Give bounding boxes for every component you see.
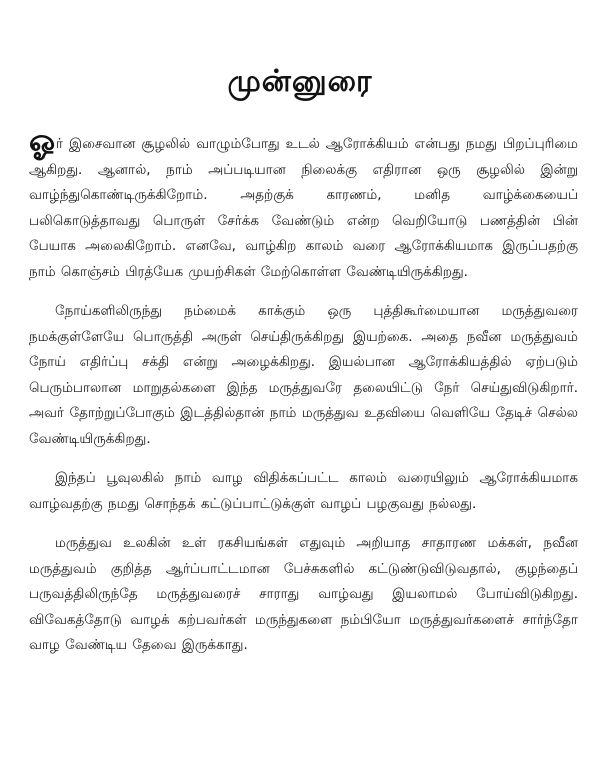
paragraph-4: மருத்துவ உலகின் உள் ரகசியங்கள் எதுவும் அறியாத சாதாரண மக்கள், நவீன மருத்துவம் குறித்த ஆர்ப்பாட்டமான பேச்சுகளில் கட்டுண்டுவிடுவதால், குழந்தைப் பருவத்திலிருந்தே மருத்துவரைச் சாராது வாழ்வது இயலாமல் போய்விடுகிறது. விவேகத்தோடு வாழக் கற்பவர்கள் மருந்துகளை நம்பியோ மருத்துவர்களைச் சார்ந்தோ வாழ வேண்டிய தேவை இருக்காது. <box>29 535 578 653</box>
paragraph-1-text: ர் இசைவான சூழலில் வாழும்போது உடல் ஆரோக்கியம் என்பது நமது பிறப்புரிமை ஆகிறது. ஆனால், நாம் அப்படியான நிலைக்கு எதிரான ஒரு சூழலில் இன்று வாழ்ந்துகொண்டிருக்கிறோம். அதற்குக் காரணம், மனித வாழ்க்கையைப் பலிகொடுத்தாவது பொருள் சேர்க்க வேண்டும் என்ற வெறியோடு பணத்தின் பின் பேயாக அலைகிறோம். எனவே, வாழ்கிற காலம் வரை ஆரோக்கியமாக இருப்பதற்கு நாம் கொஞ்சம் பிரத்யேக முயற்சிகள் மேற்கொள்ள வேண்டியிருக்கிறது. <box>29 136 578 280</box>
paragraph-3: இந்தப் பூவுலகில் நாம் வாழ விதிக்கப்பட்ட காலம் வரையிலும் ஆரோக்கியமாக வாழ்வதற்கு நமது சொந்தக் கட்டுப்பாட்டுக்குள் வாழப் பழகுவது நல்லது. <box>29 470 578 512</box>
paragraph-2: நோய்களிலிருந்து நம்மைக் காக்கும் ஒரு புத்திகூர்மையான மருத்துவரை நமக்குள்ளேயே பொருத்தி அருள் செய்திருக்கிறது இயற்கை. அதை நவீன மருத்துவம் நோய் எதிர்ப்பு சக்தி என்று அழைக்கிறது. இயல்பான ஆரோக்கியத்தில் ஏற்படும் பெரும்பாலான மாறுதல்களை இந்த மருத்துவரே தலையிட்டு நேர் செய்துவிடுகிறார். அவர் தோற்றுப்போகும் இடத்தில்தான் நாம் மருத்துவ உதவியை வெளியே தேடிச் செல்ல வேண்டியிருக்கிறது. <box>29 303 578 447</box>
paragraph-1 <box>29 123 578 285</box>
drop-cap: ஓ <box>29 123 56 159</box>
document-body <box>29 123 578 673</box>
page-title: முன்னுரை <box>227 64 373 99</box>
